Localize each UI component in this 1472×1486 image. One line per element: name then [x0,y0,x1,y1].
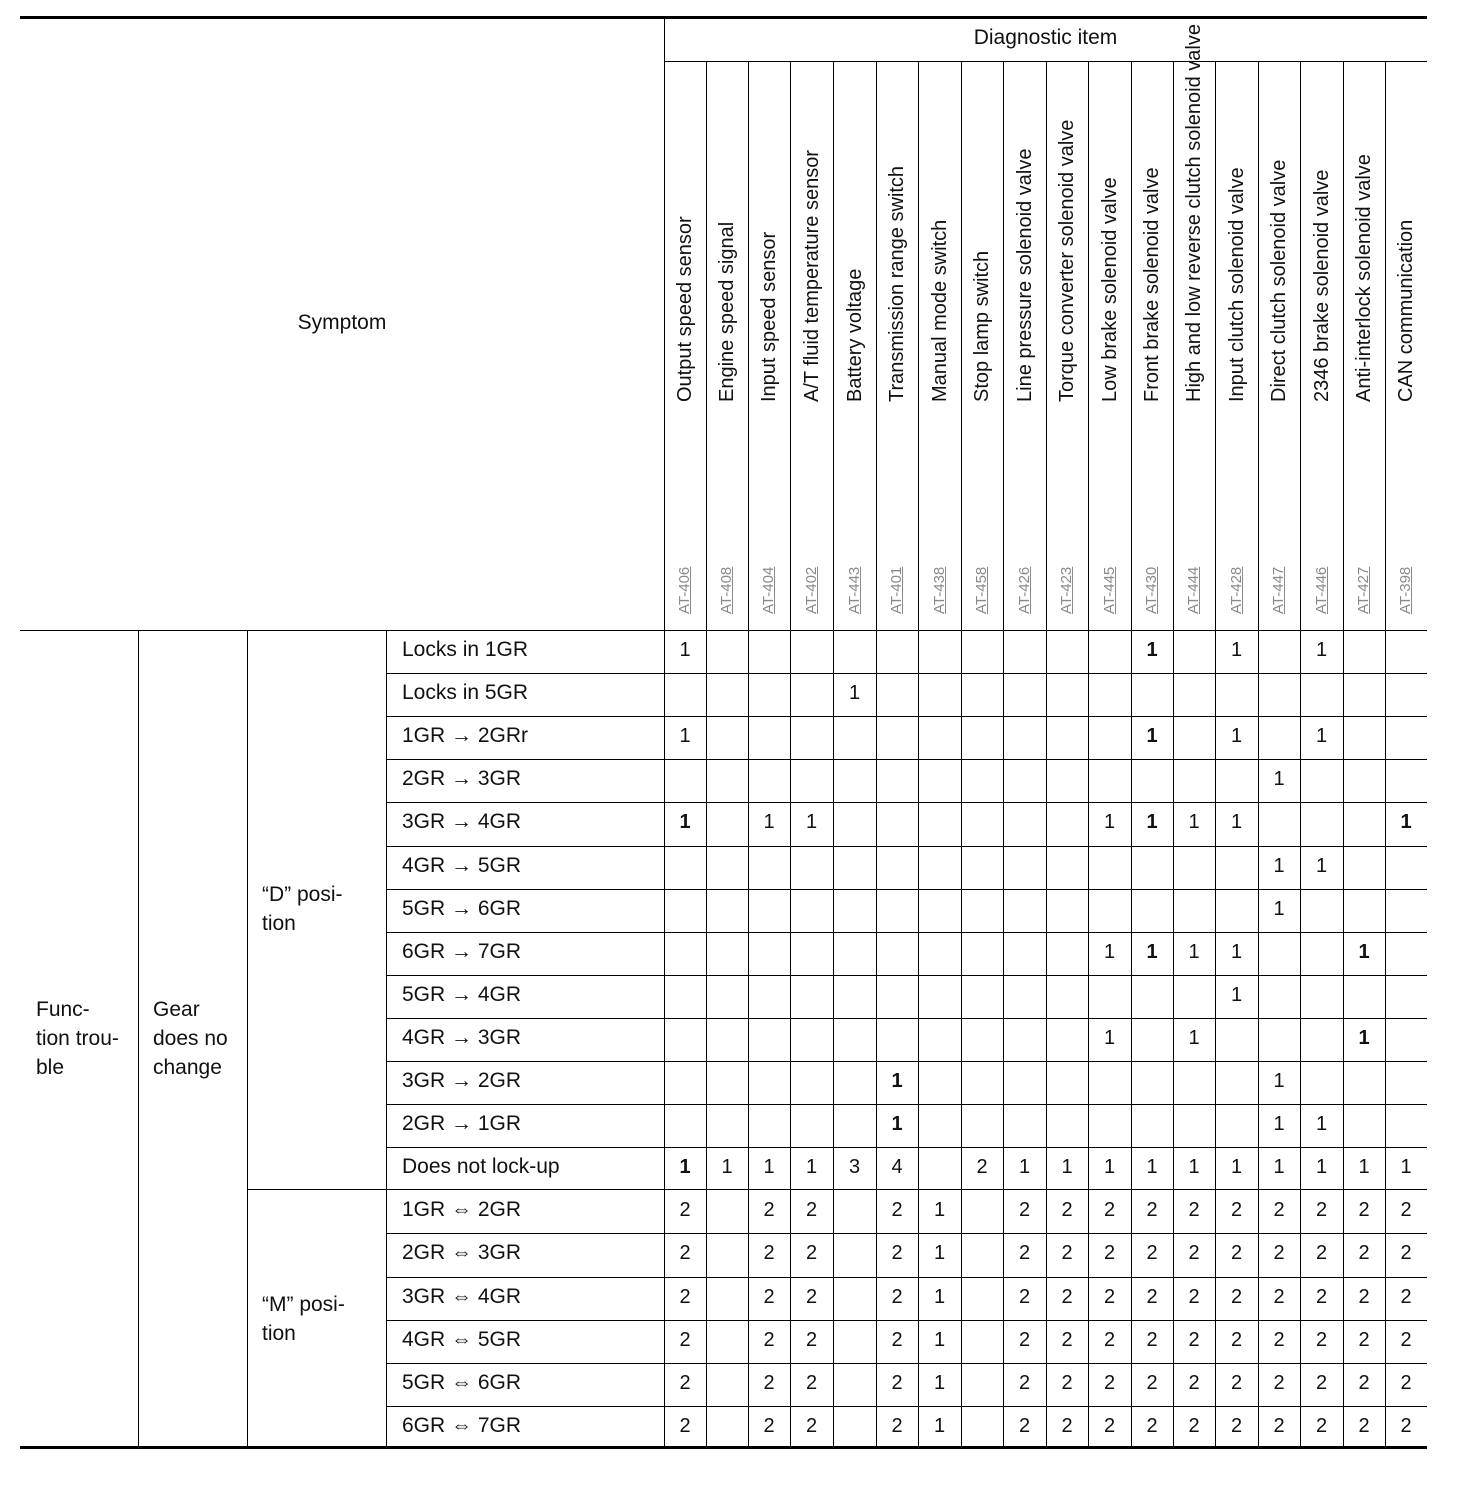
table-cell: 2 [1273,1285,1285,1308]
table-cell: 1 [1273,897,1285,920]
symptom-row-label: 1GR → 2GRr [402,724,529,748]
table-cell: 2 [891,1371,903,1394]
table-cell: 2 [1188,1199,1200,1222]
table-cell: 1 [1146,940,1158,963]
table-cell: 1 [1400,811,1412,834]
top-rule [20,16,1427,19]
table-cell: 1 [1146,1156,1158,1179]
table-cell: 1 [891,1113,903,1136]
column-divider [1131,61,1132,1448]
table-cell: 2 [1273,1199,1285,1222]
table-cell: 2 [1400,1199,1412,1222]
symptom-row-label: 6GR ⇔ 7GR [402,1413,522,1437]
column-name: Input speed sensor [758,231,780,402]
table-cell: 1 [1273,768,1285,791]
table-cell: 2 [805,1328,818,1351]
table-cell: 1 [763,1156,775,1179]
table-cell: 1 [1358,1026,1370,1049]
column-name: CAN communication [1395,219,1417,402]
symptom-row-label: 5GR ⇔ 6GR [402,1370,522,1394]
function-trouble-label: Func- tion trou- ble [36,998,119,1079]
table-cell: 2 [1146,1328,1158,1351]
symptom-row-label: 3GR → 4GR [402,810,522,834]
table-cell: 1 [1103,1156,1116,1179]
table-cell: 1 [933,1328,946,1351]
table-cell: 1 [1230,983,1243,1006]
table-cell: 1 [933,1414,946,1437]
table-cell: 1 [1061,1156,1073,1179]
table-cell: 2 [805,1371,818,1394]
table-cell: 2 [1188,1414,1200,1437]
table-cell: 2 [1061,1371,1073,1394]
column-name: Engine speed signal [716,221,738,402]
table-cell: 1 [1188,1156,1200,1179]
table-cell: 2 [1018,1414,1031,1437]
column-name: Stop lamp switch [971,250,993,402]
table-cell: 2 [1018,1199,1031,1222]
table-cell: 1 [1400,1156,1412,1179]
table-cell: 1 [679,725,691,748]
row-divider [386,1018,1427,1019]
symptom-row-label: 6GR → 7GR [402,939,522,963]
table-cell: 1 [933,1371,946,1394]
symptom-row-label: 4GR → 5GR [402,853,522,877]
table-cell: 1 [679,1156,691,1179]
d-m-divider [247,1189,1427,1190]
table-cell: 2 [1230,1414,1243,1437]
column-ref-link[interactable]: AT-401 [888,566,905,614]
column-name: Low brake solenoid valve [1098,177,1121,402]
table-cell: 2 [1358,1242,1370,1265]
table-cell: 1 [933,1285,946,1308]
row-divider [386,1277,1427,1278]
symptom-row-label: 2GR → 3GR [402,767,522,791]
table-cell: 2 [891,1328,903,1351]
column-ref-link[interactable]: AT-427 [1355,566,1372,614]
column-ref-link[interactable]: AT-423 [1058,566,1075,614]
row-divider [386,802,1427,803]
column-divider [1258,61,1259,1448]
column-name: Line pressure solenoid valve [1013,148,1036,402]
table-cell: 1 [1188,1026,1200,1049]
column-name: Anti-interlock solenoid valve [1353,154,1375,402]
table-cell: 2 [1146,1371,1158,1394]
column-ref-link[interactable]: AT-404 [760,566,777,614]
column-divider [1046,61,1047,1448]
row-divider [386,716,1427,717]
table-cell: 2 [1400,1328,1412,1351]
table-cell: 2 [1358,1285,1370,1308]
table-cell: 2 [763,1371,775,1394]
column-name: Direct clutch solenoid valve [1268,159,1290,402]
table-cell: 1 [1103,940,1116,963]
table-cell: 2 [1230,1371,1243,1394]
table-cell: 1 [1315,725,1328,748]
table-cell: 2 [1315,1199,1328,1222]
table-cell: 1 [1358,940,1370,963]
table-cell: 2 [763,1242,775,1265]
table-cell: 2 [805,1242,818,1265]
table-cell: 2 [1061,1414,1073,1437]
table-cell: 2 [1315,1285,1328,1308]
gear-no-change-label: Gear does no change [153,998,228,1079]
column-ref-link[interactable]: AT-402 [802,566,820,614]
table-cell: 2 [1188,1285,1200,1308]
symptom-row-label: 4GR ⇔ 5GR [402,1327,522,1351]
table-cell: 2 [1146,1414,1158,1437]
column-ref-link[interactable]: AT-428 [1227,566,1245,614]
row-divider [386,975,1427,976]
table-cell: 1 [1103,1026,1116,1049]
table-cell: 2 [679,1199,691,1222]
table-cell: 2 [679,1371,691,1394]
table-cell: 2 [1018,1328,1031,1351]
table-cell: 1 [1273,854,1285,877]
table-cell: 1 [1230,639,1243,661]
table-cell: 2 [1230,1285,1243,1308]
table-cell: 2 [1061,1242,1073,1265]
table-cell: 2 [1400,1414,1412,1437]
symptom-row-label: 1GR ⇔ 2GR [402,1198,522,1222]
column-name: Battery voltage [843,268,866,402]
table-cell: 2 [805,1414,818,1437]
table-cell: 2 [1103,1242,1116,1265]
table-cell: 1 [679,639,691,661]
table-cell: 2 [1273,1371,1285,1394]
symptom-title: Symptom [297,311,387,334]
symptom-row-label: Does not lock-up [402,1155,560,1179]
table-cell: 1 [933,1242,946,1265]
column-name: Output speed sensor [674,216,696,402]
table-cell: 2 [763,1328,775,1351]
table-cell: 1 [763,811,775,834]
table-cell: 1 [933,1199,946,1222]
column-divider [1003,61,1004,1448]
table-cell: 2 [1273,1328,1285,1351]
column-divider [1300,61,1301,1448]
table-cell: 2 [679,1285,691,1308]
table-cell: 2 [1315,1242,1328,1265]
column-divider [1385,61,1386,1448]
table-cell: 2 [763,1285,775,1308]
table-cell: 1 [805,811,818,834]
column-ref-link[interactable]: AT-438 [930,566,948,614]
row-divider [386,1233,1427,1234]
column-name: 2346 brake solenoid valve [1310,169,1333,402]
row-divider [386,889,1427,890]
column-divider [918,61,919,1448]
table-cell: 1 [1146,811,1158,834]
table-cell: 2 [1315,1371,1328,1394]
table-cell: 1 [891,1070,903,1092]
row-divider [386,1104,1427,1105]
symptom-row-label: 5GR → 6GR [402,896,522,920]
table-cell: 1 [1315,854,1328,877]
column-divider [1173,61,1174,1448]
table-cell: 1 [805,1156,818,1179]
column-name: Manual mode switch [928,219,951,402]
table-cell: 2 [1358,1328,1370,1351]
symptom-row-label: 2GR → 1GR [402,1112,522,1136]
table-cell: 2 [1358,1371,1370,1394]
symptom-row-label: 2GR ⇔ 3GR [402,1241,522,1265]
table-cell: 2 [1061,1328,1073,1351]
table-cell: 2 [1273,1414,1285,1437]
table-cell: 2 [1061,1199,1073,1222]
table-cell: 1 [1230,940,1243,963]
table-cell: 2 [891,1414,903,1437]
column-name: Torque converter solenoid valve [1056,119,1078,402]
row-divider [386,1363,1427,1364]
table-cell: 2 [1230,1242,1243,1265]
table-cell: 2 [1146,1285,1158,1308]
column-ref-link[interactable]: AT-426 [1015,566,1033,614]
group-divider-1 [138,630,139,1448]
table-cell: 2 [1358,1199,1370,1222]
table-cell: 4 [891,1156,903,1179]
column-ref-link[interactable]: AT-443 [845,566,863,614]
table-cell: 2 [1315,1414,1328,1437]
column-ref-link[interactable]: AT-445 [1100,566,1118,614]
table-cell: 2 [1018,1242,1031,1265]
table-cell: 1 [1230,1156,1243,1179]
table-cell: 2 [1018,1285,1031,1308]
table-cell: 2 [891,1285,903,1308]
row-divider [386,1406,1427,1407]
table-cell: 1 [1315,639,1328,661]
table-cell: 1 [1146,639,1158,661]
row-divider [386,673,1427,674]
symptom-row-label: Locks in 5GR [402,681,529,705]
table-cell: 2 [1230,1328,1243,1351]
table-cell: 1 [1315,1113,1328,1136]
table-cell: 2 [891,1242,903,1265]
symptom-row-label: 4GR → 3GR [402,1025,522,1049]
table-cell: 2 [1061,1285,1073,1308]
table-cell: 1 [721,1156,733,1179]
table-cell: 2 [1230,1199,1243,1222]
table-cell: 2 [1188,1242,1200,1265]
table-cell: 2 [1400,1242,1412,1265]
table-cell: 2 [1103,1199,1116,1222]
table-cell: 2 [1358,1414,1370,1437]
table-cell: 2 [763,1414,775,1437]
row-divider [386,932,1427,933]
symptom-row-label: Locks in 1GR [402,638,529,661]
column-ref-link[interactable]: AT-446 [1312,566,1330,614]
column-ref-link[interactable]: AT-447 [1270,566,1287,614]
table-cell: 2 [805,1199,818,1222]
table-cell: 3 [848,1156,861,1179]
table-cell: 1 [1188,811,1200,834]
table-cell: 1 [1273,1113,1285,1136]
column-divider [1088,61,1089,1448]
table-cell: 2 [679,1414,691,1437]
table-cell: 1 [1103,811,1116,834]
column-name: Front brake solenoid valve [1141,167,1163,402]
column-divider [833,61,834,1448]
table-cell: 1 [1315,1156,1328,1179]
table-cell: 1 [1273,1156,1285,1179]
table-cell: 2 [679,1242,691,1265]
table-cell: 2 [1103,1414,1116,1437]
column-divider [1215,61,1216,1448]
table-cell: 2 [1018,1371,1031,1394]
table-cell: 2 [1400,1371,1412,1394]
table-cell: 2 [1103,1371,1116,1394]
group-divider-3 [386,630,387,1448]
row-divider [386,1320,1427,1321]
table-cell: 2 [763,1199,775,1222]
table-cell: 2 [891,1199,903,1222]
table-cell: 2 [1315,1328,1328,1351]
symptom-row-label: 3GR → 2GR [402,1069,522,1092]
row-divider [386,846,1427,847]
table-cell: 2 [1103,1285,1116,1308]
table-cell: 1 [1188,940,1200,963]
column-divider [706,61,707,1448]
column-divider [876,61,877,1448]
column-divider [790,61,791,1448]
table-cell: 2 [1103,1328,1116,1351]
table-cell: 2 [976,1156,988,1179]
column-ref-link[interactable]: AT-444 [1185,566,1202,614]
symptom-row-label: 5GR → 4GR [402,982,522,1006]
table-cell: 2 [679,1328,691,1351]
table-cell: 1 [848,682,861,705]
column-ref-link[interactable]: AT-398 [1397,566,1414,614]
table-cell: 2 [1146,1242,1158,1265]
d-position-label: “D” posi- tion [262,883,343,935]
table-cell: 2 [805,1285,818,1308]
table-cell: 1 [679,811,691,834]
column-ref-link[interactable]: AT-430 [1143,566,1160,614]
table-cell: 2 [1273,1242,1285,1265]
table-cell: 1 [1358,1156,1370,1179]
row-divider [386,1061,1427,1062]
column-name: Transmission range switch [886,165,908,402]
table-cell: 1 [1273,1070,1285,1092]
diagnostic-item-title: Diagnostic item [973,26,1118,49]
column-name: High and low reverse clutch solenoid valve [1183,24,1205,402]
table-cell: 1 [1018,1156,1031,1179]
column-name: Input clutch solenoid valve [1225,167,1248,402]
row-divider [386,759,1427,760]
column-ref-link[interactable]: AT-458 [973,566,990,614]
column-name: A/T fluid temperature sensor [800,150,823,402]
table-cell: 1 [1230,725,1243,748]
symptom-row-label: 3GR ⇔ 4GR [402,1284,522,1308]
column-divider [1343,61,1344,1448]
table-cell: 2 [1188,1328,1200,1351]
table-cell: 1 [1146,725,1158,748]
row-divider [386,1147,1427,1148]
group-divider-2 [247,630,248,1448]
column-divider [961,61,962,1448]
table-cell: 2 [1188,1371,1200,1394]
table-cell: 2 [1146,1199,1158,1222]
column-divider [748,61,749,1448]
table-cell: 2 [1400,1285,1412,1308]
m-position-label: “M” posi- tion [262,1293,345,1345]
table-cell: 1 [1230,811,1243,834]
column-ref-link[interactable]: AT-406 [676,566,693,614]
column-ref-link[interactable]: AT-408 [718,566,735,614]
